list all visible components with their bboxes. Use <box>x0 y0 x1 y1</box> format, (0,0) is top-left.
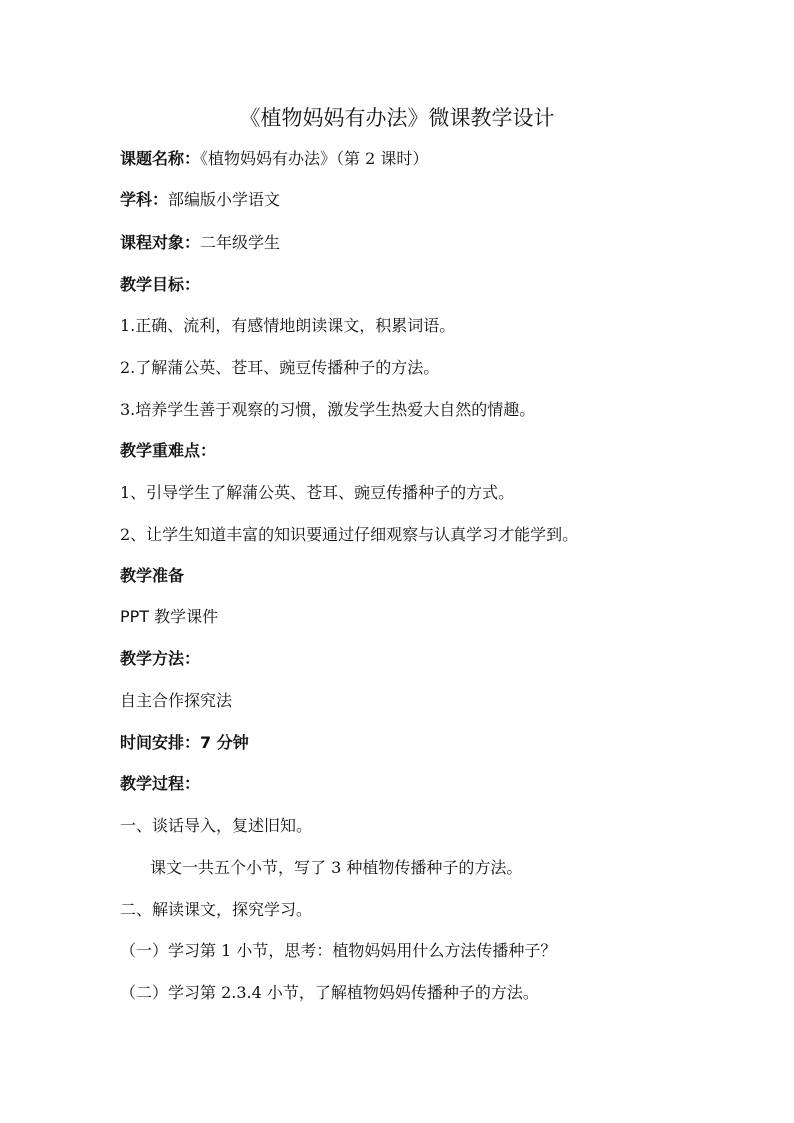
key-points-heading: 教学重难点： <box>120 441 217 460</box>
process-item: 课文一共五个小节，写了 3 种植物传播种子的方法。 <box>150 858 523 877</box>
time-line <box>120 732 249 754</box>
key-point-item: 2、让学生知道丰富的知识要通过仔细观察与认真学习才能学到。 <box>120 525 579 544</box>
time-value: 7 分钟 <box>200 733 249 752</box>
goal-item: 1.正确、流利，有感情地朗读课文，积累词语。 <box>120 316 456 335</box>
audience-value: 二年级学生 <box>200 233 281 252</box>
audience-line <box>120 232 280 254</box>
process-item: 一、谈话导入，复述旧知。 <box>120 816 313 835</box>
subject-line <box>120 189 280 211</box>
document-title: 《植物妈妈有办法》微课教学设计 <box>239 106 555 130</box>
preparation-value: PPT 教学课件 <box>120 607 219 626</box>
subject-label: 学科： <box>120 190 169 209</box>
goal-item: 2.了解蒲公英、苍耳、豌豆传播种子的方法。 <box>120 358 440 377</box>
audience-label: 课程对象： <box>120 233 201 252</box>
process-heading: 教学过程： <box>120 774 201 793</box>
methods-heading: 教学方法： <box>120 649 201 668</box>
process-item: （二）学习第 2.3.4 小节，了解植物妈妈传播种子的方法。 <box>120 983 539 1002</box>
process-item: （一）学习第 1 小节，思考：植物妈妈用什么方法传播种子？ <box>120 941 557 960</box>
course-name-value: 《植物妈妈有办法》（第 2 课时） <box>200 149 429 168</box>
goal-item: 3.培养学生善于观察的习惯，激发学生热爱大自然的情趣。 <box>120 400 536 419</box>
course-name-label: 课题名称： <box>120 149 201 168</box>
methods-value: 自主合作探究法 <box>120 691 233 710</box>
subject-value: 部编版小学语文 <box>168 190 281 209</box>
preparation-heading: 教学准备 <box>120 566 185 585</box>
goals-heading: 教学目标： <box>120 275 201 294</box>
time-label: 时间安排： <box>120 733 201 752</box>
key-point-item: 1、引导学生了解蒲公英、苍耳、豌豆传播种子的方式。 <box>120 483 515 502</box>
course-name-line <box>120 148 428 170</box>
process-item: 二、解读课文，探究学习。 <box>120 900 313 919</box>
